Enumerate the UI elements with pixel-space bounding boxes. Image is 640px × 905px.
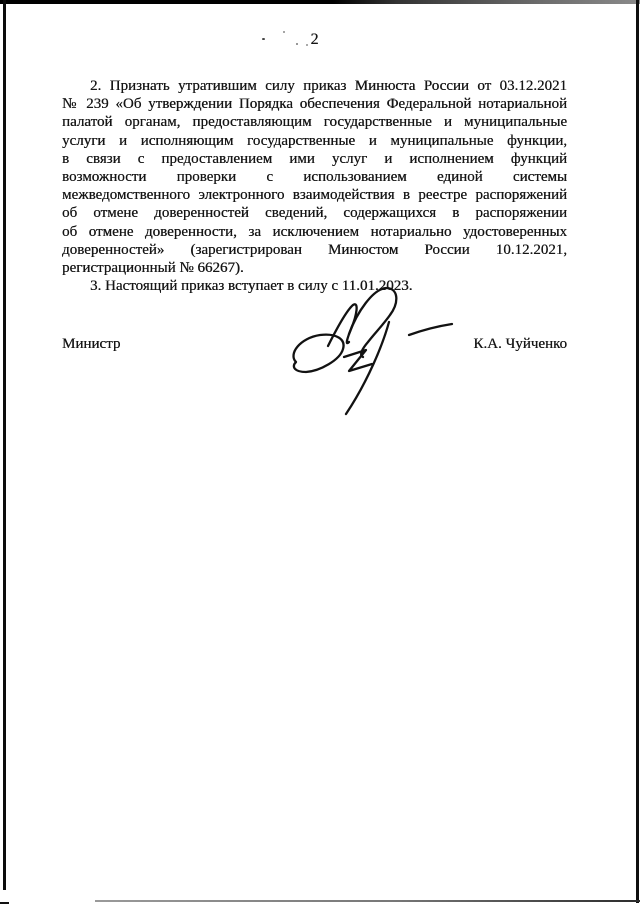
signer-title: Министр <box>62 336 121 352</box>
paragraph-line: доверенностей» (зарегистрирован Минюстом России 10.12.2021, <box>62 241 567 258</box>
paragraph-line: об отмене доверенности, за исключением нотариально удостоверенных <box>62 223 567 240</box>
paragraph-line: в связи с предоставлением ими услуг и исполнением функций <box>62 150 567 167</box>
page-number: 2 <box>310 31 319 48</box>
scan-border-bottom <box>95 900 640 902</box>
paragraph-line: услуги и исполняющим государственные и муниципальные функции, <box>62 132 567 149</box>
paragraph-2 <box>62 77 567 277</box>
paragraph-line: регистрационный № 66267). <box>62 260 244 277</box>
paragraph-line: 2. Признать утратившим силу приказ Минюста России от 03.12.2021 <box>90 78 567 94</box>
scan-border-top <box>0 0 640 4</box>
paragraph-line: об отмене доверенностей сведений, содержащихся в распоряжении <box>62 205 567 222</box>
page-content <box>62 30 567 295</box>
signer-name: К.А. Чуйченко <box>473 336 567 352</box>
scan-border-left <box>3 0 6 890</box>
paragraph-line: возможности проверки с использованием единой системы <box>62 169 567 186</box>
paragraph-line: 3. Настоящий приказ вступает в силу с 11.01.2023. <box>90 278 413 295</box>
paragraph-line: палатой органам, предоставляющим государственные и муниципальные <box>62 114 567 131</box>
scan-border-bottom-tick <box>0 902 9 904</box>
paragraph-line: межведомственного электронного взаимодействия в реестре распоряжений <box>62 187 567 204</box>
scan-border-right <box>636 0 639 903</box>
paragraph-line: № 239 «Об утверждении Порядка обеспечения Федеральной нотариальной <box>62 96 567 113</box>
